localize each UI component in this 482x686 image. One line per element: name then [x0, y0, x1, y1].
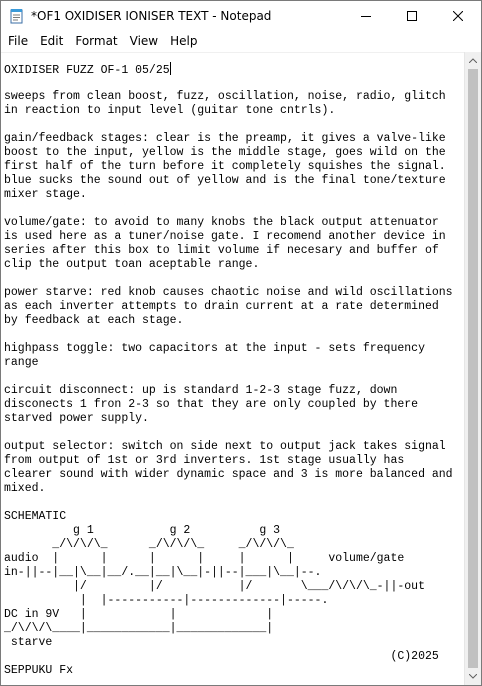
minimize-icon	[361, 11, 371, 21]
text-line: starve	[4, 636, 53, 649]
title-bar[interactable]	[1, 1, 481, 31]
menu-view[interactable]: View	[129, 34, 159, 48]
menu-edit[interactable]: Edit	[40, 34, 64, 48]
text-line: _/\/\/\____|____________|_____________|	[4, 622, 274, 635]
text-line: mixed.	[4, 482, 46, 495]
text-line: in-||--|__|\__|__/.__|__|\__|-||--|___|\__|--.	[4, 566, 322, 579]
text-line: audio | | | | | | volume/gate	[4, 552, 405, 565]
vertical-scrollbar[interactable]	[464, 52, 481, 685]
text-line: g 1 g 2 g 3	[4, 524, 281, 537]
text-line: from output of 1st or 3rd inverters. 1st stage usually has	[4, 454, 405, 467]
text-line: power starve: red knob causes chaotic noise and wild oscillations	[4, 286, 453, 299]
chevron-up-icon	[469, 58, 477, 63]
text-caret	[170, 62, 171, 75]
text-line	[4, 272, 465, 286]
text-line: circuit disconnect: up is standard 1-2-3 stage fuzz, down	[4, 384, 398, 397]
document-text[interactable]	[1, 53, 465, 678]
close-icon	[453, 11, 463, 21]
text-line: mixer stage.	[4, 188, 87, 201]
text-line: volume/gate: to avoid to many knobs the black output attenuator	[4, 216, 439, 229]
text-line: blue sucks the sound out of yellow and is the final tone/texture	[4, 174, 446, 187]
text-line: clearer sound with wider dynamic space and 3 is more balanced and	[4, 468, 453, 481]
text-line: disconects 1 fron 2-3 so that they are only coupled by there	[4, 398, 419, 411]
text-line: OXIDISER FUZZ OF-1 05/25	[4, 64, 170, 77]
text-line: by feedback at each stage.	[4, 314, 184, 327]
text-line: SCHEMATIC	[4, 510, 67, 523]
text-line	[4, 202, 465, 216]
maximize-icon	[407, 11, 417, 21]
text-line: first half of the turn before it completely squishes the signal.	[4, 160, 446, 173]
text-line: gain/feedback stages: clear is the preamp, it gives a valve-like	[4, 132, 446, 145]
text-line: series after this box to limit volume if necesary and buffer of	[4, 244, 439, 257]
menu-bar	[1, 31, 481, 51]
text-line	[4, 328, 465, 342]
text-line: SEPPUKU Fx	[4, 664, 74, 677]
text-line: (C)2025	[4, 650, 439, 663]
text-line	[4, 76, 465, 90]
text-editor[interactable]	[1, 52, 465, 686]
text-line: output selector: switch on side next to output jack takes signal	[4, 440, 446, 453]
window-controls	[343, 1, 481, 31]
text-line: starved power supply.	[4, 412, 149, 425]
text-line	[4, 370, 465, 384]
text-line: highpass toggle: two capacitors at the input - sets frequency	[4, 342, 425, 355]
text-line: clip the output toan aceptable range.	[4, 258, 260, 271]
text-line: _/\/\/\_ _/\/\/\_ _/\/\/\_	[4, 538, 294, 551]
text-line: range	[4, 356, 39, 369]
minimize-button[interactable]	[343, 1, 389, 31]
text-line: |/ |/ |/ \___/\/\/\_-||-out	[4, 580, 425, 593]
scroll-up-button[interactable]	[465, 52, 481, 69]
text-line: DC in 9V | | |	[4, 608, 274, 621]
text-line	[4, 426, 465, 440]
text-line	[4, 118, 465, 132]
text-line: boost to the input, yellow is the middle stage, goes wild on the	[4, 146, 446, 159]
text-line: as each inverter attempts to drain current at a rate determined	[4, 300, 439, 313]
text-line: | |-----------|-------------|-----.	[4, 594, 329, 607]
close-button[interactable]	[435, 1, 481, 31]
notepad-icon[interactable]	[9, 8, 25, 24]
menu-help[interactable]: Help	[170, 34, 198, 48]
text-line	[4, 496, 465, 510]
menu-format[interactable]: Format	[75, 34, 118, 48]
chevron-down-icon	[469, 674, 477, 679]
scrollbar-thumb[interactable]	[468, 69, 478, 668]
menu-file[interactable]: File	[8, 34, 29, 48]
window-title: *OF1 OXIDISER IONISER TEXT - Notepad	[31, 9, 272, 23]
text-line: is used here as a tuner/noise gate. I recomend another device in	[4, 230, 446, 243]
maximize-button[interactable]	[389, 1, 435, 31]
scroll-down-button[interactable]	[465, 668, 481, 685]
text-line: in reaction to input level (guitar tone cntrls).	[4, 104, 336, 117]
text-line: sweeps from clean boost, fuzz, oscillation, noise, radio, glitch	[4, 90, 446, 103]
